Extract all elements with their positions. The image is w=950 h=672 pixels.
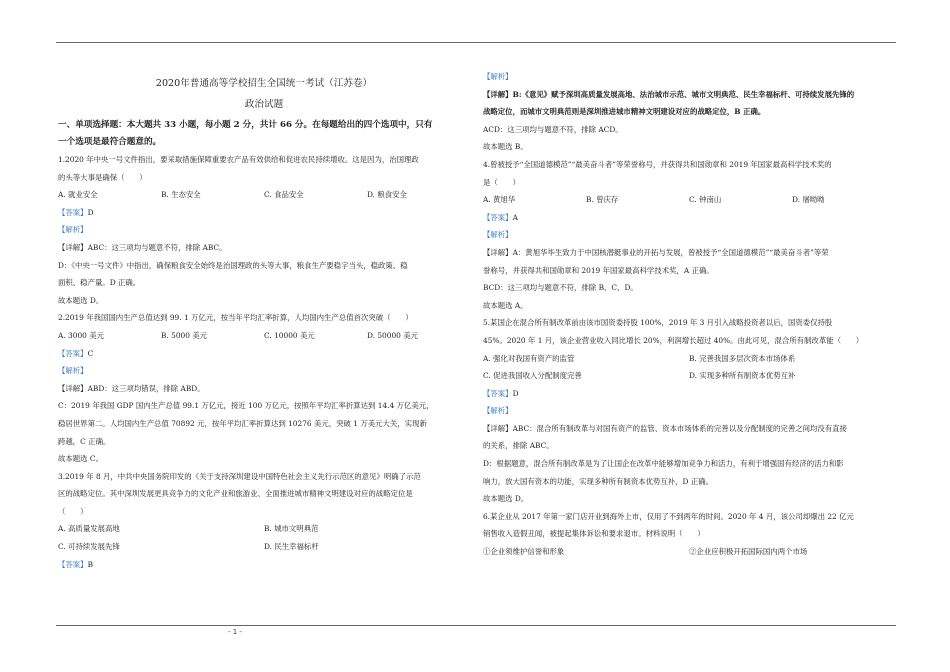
page-number: - 1 - xyxy=(228,628,242,636)
q4-detail-3: BCD：这三项均与题意不符，排除 B、C、D。 xyxy=(483,283,638,293)
answer-tag: 【答案】 xyxy=(483,212,513,222)
q2-detail: 【详解】ABD：这三项均错误，排除 ABD。 xyxy=(58,383,205,393)
detail-tag: 【详解】 xyxy=(483,89,513,99)
q6-options-row1 xyxy=(483,543,895,561)
q2-option-b: B. 5000 美元 xyxy=(161,330,208,340)
q1-detail-3: 面积、稳产量。D 正确。 xyxy=(58,278,141,288)
analysis-tag: 【解析】 xyxy=(58,366,88,376)
q3-options-row1 xyxy=(58,520,470,538)
q1-answer-value: D xyxy=(87,207,94,217)
q4-conclusion: 故本题选 A。 xyxy=(483,300,528,310)
detail-tag: 【详解】 xyxy=(483,247,513,257)
q6-stem-2: 销售收入造假丑闻，被提起集体诉讼和要求退市。材料说明（ ） xyxy=(483,529,705,539)
q3-option-c: C. 可持续发展先锋 xyxy=(58,542,120,552)
right-column xyxy=(483,68,895,561)
q3-options-row2 xyxy=(58,538,470,556)
q3-stem: 3.2019 年 8 月，中共中央国务院印发的《关于支持深圳建设中国特色社会主义先行示范区的意见》明确了示范 xyxy=(58,471,421,481)
q1-conclusion: 故本题选 D。 xyxy=(58,295,104,305)
q5-stem-2: 45%。2020 年 1 月，该企业营业收入同比增长 20%，利润增长超过 40%。由此可见，混合所有制改革能（ ） xyxy=(483,335,864,345)
answer-tag: 【答案】 xyxy=(58,559,88,569)
q3-conclusion: 故本题选 B。 xyxy=(483,142,528,152)
q2-option-a: A. 3000 美元 xyxy=(58,330,104,340)
q5-detail: 【详解】ABC：混合所有制改革与对国有资产的监管、资本市场体系的完善以及分配制度的完善之间均没有直接 xyxy=(483,423,847,433)
detail-tag: 【详解】 xyxy=(58,242,88,252)
q2-answer xyxy=(58,345,470,363)
q6-option-1: ①企业须维护信誉和形象 xyxy=(483,547,565,557)
q4-option-d: D. 屠呦呦 xyxy=(792,195,825,205)
q1-detail: 【详解】ABC：这三项均与题意不符，排除 ABC。 xyxy=(58,242,227,252)
q4-stem: 4.曾被授予“全国道德模范”“最美奋斗者”等荣誉称号，并获得共和国勋章和 2019 年国家最高科学技术奖的 xyxy=(483,159,832,169)
section-heading-cont: 一个选项是最符合题意的。 xyxy=(58,137,162,147)
section-heading: 一、单项选择题：本大题共 33 小题，每小题 2 分，共计 66 分。在每题给出的四个选项中，只有 xyxy=(58,120,433,130)
q3-stem-2: 区的战略定位。其中深圳发展更具竞争力的文化产业和旅游业、全面推进城市精神文明建设对应的战略定位是 xyxy=(58,489,413,499)
q2-answer-value: C xyxy=(87,348,94,358)
q5-options-row1 xyxy=(483,350,895,368)
detail-tag: 【详解】 xyxy=(483,423,513,433)
q4-option-b: B. 曾庆存 xyxy=(586,195,619,205)
analysis-tag: 【解析】 xyxy=(483,230,513,240)
q2-detail-4: 跨越，C 正确。 xyxy=(58,436,111,446)
q2-stem: 2.2019 年我国国内生产总值达到 99. 1 万亿元，按当年平均汇率折算，人均国内生产总值首次突破（ ） xyxy=(58,313,413,323)
q2-detail-3: 稳居世界第二。人均国内生产总值 70892 元，按年平均汇率折算达到 10276 美元，突破 1 万美元大关，实现新 xyxy=(58,418,427,428)
q4-detail-2: 誉称号，并获得共和国勋章和 2019 年国家最高科学技术奖，A 正确。 xyxy=(483,265,714,275)
q4-stem-2: 是（ ） xyxy=(483,177,520,187)
q1-option-d: D. 粮食安全 xyxy=(367,190,407,200)
page-title: 2020年普通高等学校招生全国统一考试（江苏卷） xyxy=(155,78,373,89)
q3-answer-value: B xyxy=(87,559,94,569)
q5-options-row2 xyxy=(483,367,895,385)
analysis-tag: 【解析】 xyxy=(483,406,513,416)
q4-answer xyxy=(483,209,895,227)
left-column xyxy=(58,68,470,573)
q1-stem: 1.2020 年中央一号文件指出，要采取措施保障重要农产品有效供给和促进农民持续增收。这是因为，治国理政 xyxy=(58,155,419,164)
footer-rule xyxy=(56,625,896,626)
q5-answer-value: D xyxy=(512,388,519,398)
q5-conclusion: 故本题选 D。 xyxy=(483,494,529,504)
analysis-tag: 【解析】 xyxy=(483,72,513,81)
q1-options xyxy=(58,186,470,204)
page-subtitle: 政治试题 xyxy=(244,99,284,110)
q3-option-a: A. 高质量发展高地 xyxy=(58,524,120,534)
q1-option-b: B. 生态安全 xyxy=(161,190,201,200)
q3-option-b: B. 城市文明典范 xyxy=(264,524,319,534)
q1-option-c: C. 食品安全 xyxy=(264,190,304,200)
q1-option-a: A. 就业安全 xyxy=(58,190,98,200)
q3-stem-3: （ ） xyxy=(58,506,88,516)
q5-detail-3: D：根据题意，混合所有制改革是为了让国企在改革中能够增加竞争力和活力，有利于增强国有经济的活力和影 xyxy=(483,459,844,469)
q1-detail-2: D：《中央一号文件》中指出，确保粮食安全始终是治国理政的头等大事，粮食生产要稳字当头，稳政策、稳 xyxy=(58,260,408,270)
q3-detail-3: ACD：这三项均与题意不符，排除 ACD。 xyxy=(483,124,623,134)
detail-tag: 【详解】 xyxy=(58,383,88,393)
q4-options xyxy=(483,191,895,209)
q2-options xyxy=(58,327,470,345)
q5-option-c: C. 促进我国收入分配制度完善 xyxy=(483,371,582,381)
q4-option-c: C. 钟南山 xyxy=(689,195,722,205)
q3-detail: 【详解】B:《意见》赋予深圳高质量发展高地、法治城市示范、城市文明典范、民生幸福标杆、可持续发展先锋的 xyxy=(483,89,855,99)
q2-option-c: C. 10000 美元 xyxy=(264,330,315,340)
q4-answer-value: A xyxy=(512,212,518,222)
q2-detail-2: C：2019 年我国 GDP 国内生产总值 99.1 万亿元，接近 100 万亿元，按照年平均汇率折算达到 14.4 万亿美元， xyxy=(58,401,434,411)
answer-tag: 【答案】 xyxy=(58,348,88,358)
answer-tag: 【答案】 xyxy=(483,388,513,398)
q4-detail: 【详解】A：黄旭华毕生致力于中国核潜艇事业的开拓与发展，曾被授予“全国道德模范”“最美奋斗者”等荣 xyxy=(483,247,829,257)
q3-option-d: D. 民生幸福标杆 xyxy=(264,542,319,552)
q1-answer xyxy=(58,204,470,222)
q3-answer xyxy=(58,556,470,574)
q2-conclusion: 故本题选 C。 xyxy=(58,454,103,464)
q5-detail-2: 的关系，排除 ABC。 xyxy=(483,441,554,451)
q5-detail-4: 响力，放大国有资本的功能，实现多种所有制资本优势互补，D 正确。 xyxy=(483,476,713,486)
analysis-tag: 【解析】 xyxy=(58,225,88,235)
q3-detail-2: 战略定位，而城市文明典范则是深圳推进城市精神文明建设对应的战略定位，B 正确。 xyxy=(483,107,766,117)
q6-stem: 6.某企业从 2017 年第一家门店开业到海外上市，仅用了不到两年的时间。2020 年 4 月，该公司却爆出 22 亿元 xyxy=(483,511,854,521)
q5-option-a: A. 强化对我国有资产的监管 xyxy=(483,353,575,363)
q6-option-2: ②企业应积极开拓国际国内两个市场 xyxy=(689,547,808,557)
q5-answer xyxy=(483,385,895,403)
q4-option-a: A. 黄旭华 xyxy=(483,195,516,205)
q5-option-b: B. 完善我国多层次资本市场体系 xyxy=(689,353,796,363)
answer-tag: 【答案】 xyxy=(58,207,88,217)
q5-stem: 5.某国企在混合所有制改革前由该市国资委持股 100%，2019 年 3 月引入战略投资者以后，国资委仅持股 xyxy=(483,318,833,328)
q5-option-d: D. 实现多种所有制资本优势互补 xyxy=(689,371,796,381)
header-rule xyxy=(56,42,896,43)
q2-option-d: D. 50000 美元 xyxy=(367,330,419,340)
q1-stem-cont: 的头等大事是确保（ ） xyxy=(58,172,147,182)
